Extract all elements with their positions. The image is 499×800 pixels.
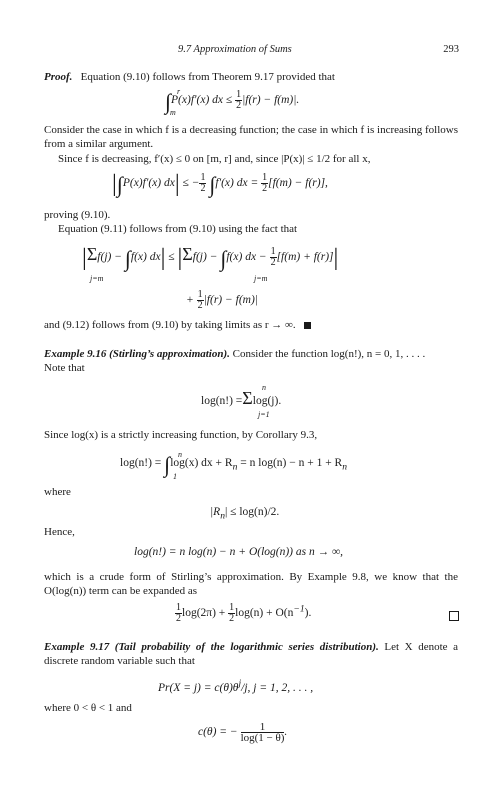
qed-square <box>304 322 311 329</box>
eq2-b: ≤ − <box>182 177 200 189</box>
paragraph-1: Equation (9.10) follows from Theorem 9.17 provided that <box>80 71 335 83</box>
paragraph-2: Consider the case in which f is a decreasing function; the case in which f is increasing follows from a similar argument. <box>44 124 458 150</box>
equation-1: ∫P(x)f′(x) dx ≤ $\frac{1}{2}$ |f(r) − f(m)|. <box>165 88 300 114</box>
eq6-b: | ≤ log(n)/2. <box>224 506 280 518</box>
eq3-a: f(j) − <box>97 251 122 263</box>
limit-lower: m <box>170 108 176 117</box>
equation-3: |Σf(j) − ∫f(x) dx| ≤ |Σf(j) − ∫f(x) dx − $\frac{1}{2}$ [f(m) + f(r)]| <box>82 244 339 271</box>
example-917-text: Let X denote a discrete random variable such that <box>44 641 459 667</box>
paragraph-3: Since f is decreasing, f′(x) ≤ 0 on [m, r] and, since |P(x)| ≤ 1/2 for all x, <box>58 153 371 165</box>
paragraph-7: Since log(x) is a strictly increasing function, by Corollary 9.3, <box>44 429 318 441</box>
eq4-a: log(n!) = <box>201 395 243 407</box>
eq8-c: ). <box>304 607 312 620</box>
paragraph-5: Equation (9.11) follows from (9.10) using the fact that <box>58 223 298 235</box>
paragraph-4: proving (9.10). <box>44 209 111 221</box>
eq8-exp: −1 <box>293 603 305 615</box>
eq1-text: P(x)f′(x) dx ≤ <box>171 94 233 106</box>
note-that: Note that <box>44 362 85 374</box>
equation-6 <box>210 506 279 521</box>
example-916-text: Consider the function log(n!), n = 0, 1, . . . . <box>232 348 426 360</box>
eq6-sub: n <box>220 510 225 522</box>
eq3-b: f(x) dx <box>130 251 161 263</box>
page-number: 293 <box>443 44 459 55</box>
equation-2: |∫P(x)f′(x) dx| ≤ − $\frac{1}{2}$ ∫f′(x) dx = $\frac{1}{2}$ [f(m) − f(r)], <box>112 171 328 197</box>
where-1: where <box>44 486 71 498</box>
eq5-a: log(n!) = <box>120 457 162 469</box>
equation-4: log(n!) =Σlog(j). <box>201 388 282 408</box>
example-916-label: Example 9.16 (Stirling’s approximation). <box>44 348 230 360</box>
eq5-b: log(x) dx + R <box>170 457 233 469</box>
limit-upper: r <box>177 87 181 96</box>
fraction-half: $\frac{1}{2}$ <box>236 88 242 111</box>
end-of-example-box <box>449 611 459 621</box>
section-title: 9.7 Approximation of Sums <box>178 44 292 55</box>
eq10-den: log(1 − θ) <box>240 732 285 744</box>
p6-text: and (9.12) follows from (9.10) by taking limits as r → ∞. <box>44 319 296 331</box>
sum-lower-2: j=m <box>254 274 268 283</box>
proof-line <box>44 70 335 84</box>
example-916-line <box>44 347 425 361</box>
eq5-sub-1: n <box>232 461 238 473</box>
eq5-sub-2: n <box>342 461 348 473</box>
eq5-c: = n log(n) − n + 1 + R <box>240 457 343 469</box>
eq3-h: |f(r) − f(m)| <box>203 294 258 307</box>
eq2-d: [f(m) − f(r)], <box>268 177 328 189</box>
eq9-b: /j, j = 1, 2, . . . , <box>241 681 314 694</box>
equation-5: log(n!) = ∫log(x) dx + $R_n = n$ $\log(n) - n + 1 + R_n$ <box>120 452 348 477</box>
sum4-lower: j=1 <box>258 410 270 419</box>
where-2: where 0 < θ < 1 and <box>44 702 132 714</box>
eq10-c: . <box>284 726 288 739</box>
eq8-b: log(n) + O(n <box>235 607 294 620</box>
paragraph-8: which is a crude form of Stirling’s approximation. By Example 9.8, we know that the O(log(n)) term can be expanded as <box>44 571 458 597</box>
eq6-a: |R <box>210 506 221 518</box>
eq3-e: f(x) dx − <box>226 251 267 263</box>
equation-10 <box>198 722 287 743</box>
equation-8: $\frac{1}{2}$ log(2π) + $\frac{1}{2}$ $\log(n) + O(n^{-1})$. <box>176 602 312 624</box>
eq3-g: + <box>186 294 194 307</box>
eq10-num: 1 <box>241 722 285 733</box>
eq2-c: f′(x) dx = <box>215 177 259 189</box>
eq9-a: Pr(X = j) = c(θ)θ <box>158 681 239 694</box>
equation-9 <box>158 678 313 694</box>
int5-lower: 1 <box>173 472 177 481</box>
eq2-a: P(x)f′(x) dx <box>122 177 175 189</box>
int5-upper: n <box>178 450 182 459</box>
proof-label: Proof. <box>44 71 73 83</box>
equation-7: log(n!) = n log(n) − n + O(log(n)) as n → ∞, <box>134 546 344 558</box>
running-header <box>0 44 499 58</box>
eq9-exp: j <box>238 678 242 689</box>
example-917-label: Example 9.17 (Tail probability of the logarithmic series distribution). <box>44 641 379 653</box>
eq10-a: c(θ) = − <box>198 726 238 739</box>
eq8-a: log(2π) + <box>182 607 226 620</box>
eq1-text-b: |f(r) − f(m)|. <box>242 94 300 106</box>
equation-3-cont: + $\frac{1}{2}$ |f(r) − f(m)| <box>186 289 258 311</box>
hence: Hence, <box>44 526 75 538</box>
eq3-c: ≤ <box>168 251 175 263</box>
eq3-f: [f(m) + f(r)] <box>276 251 334 263</box>
paragraph-6 <box>44 318 311 332</box>
sum4-upper: n <box>262 383 266 392</box>
example-917-line <box>44 640 458 668</box>
eq4-b: log(j). <box>252 395 282 407</box>
sum-lower-1: j=m <box>90 274 104 283</box>
eq3-d: f(j) − <box>192 251 218 263</box>
